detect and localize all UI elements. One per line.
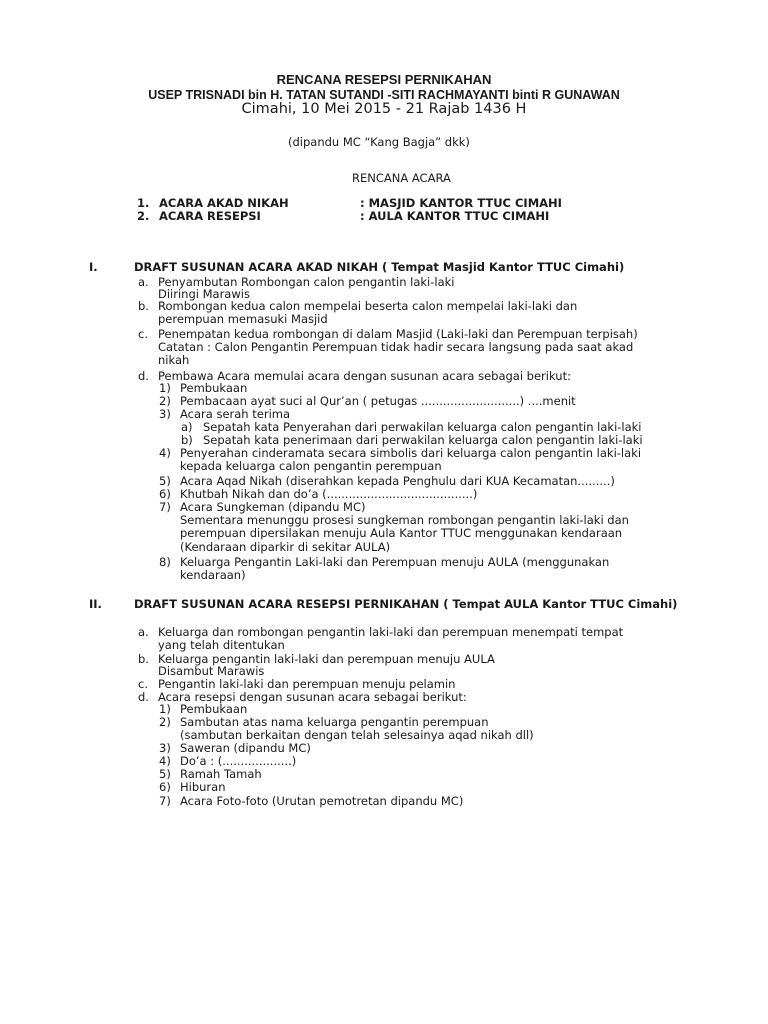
item-text: Acara Aqad Nikah (diserahkan kepada Penghulu dari KUA Kecamatan.........): [180, 474, 615, 488]
item-marker: b): [181, 433, 193, 447]
section-heading: DRAFT SUSUNAN ACARA AKAD NIKAH ( Tempat Masjid Kantor TTUC Cimahi): [134, 260, 625, 274]
item-marker: 4): [159, 754, 171, 768]
item-marker: 2): [159, 715, 171, 729]
item-text: (sambutan berkaitan dengan telah selesainya aqad nikah dll): [180, 728, 534, 742]
item-marker: 5): [159, 767, 171, 781]
section-roman-numeral: II.: [89, 597, 102, 611]
item-marker: 6): [159, 780, 171, 794]
item-text: Rombongan kedua calon mempelai beserta calon mempelai laki-laki dan: [158, 299, 578, 313]
item-text: Keluarga dan rombongan pengantin laki-laki dan perempuan menempati tempat: [158, 625, 624, 639]
item-text: nikah: [158, 353, 190, 367]
venue-place: : AULA KANTOR TTUC CIMAHI: [360, 209, 550, 223]
item-text: Khutbah Nikah dan do’a (........................................): [180, 487, 478, 501]
item-text: Pembukaan: [180, 702, 248, 716]
item-text: Keluarga pengantin laki-laki dan perempuan menuju AULA: [158, 652, 495, 666]
item-text: Disambut Marawis: [158, 664, 265, 678]
item-text: Sepatah kata Penyerahan dari perwakilan keluarga calon pengantin laki-laki: [203, 420, 642, 434]
item-text: Acara serah terima: [180, 407, 291, 421]
item-text: Do’a : (...................): [180, 754, 297, 768]
item-text: perempuan dipersilakan menuju Aula Kantor TTUC menggunakan kendaraan: [180, 526, 623, 540]
venue-event: ACARA RESEPSI: [159, 209, 261, 223]
item-text: Sementara menunggu prosesi sungkeman rombongan pengantin laki-laki dan: [180, 513, 629, 527]
plan-heading: RENCANA ACARA: [352, 171, 451, 185]
item-text: Penyambutan Rombongan calon pengantin laki-laki: [158, 275, 455, 289]
item-marker: 7): [159, 794, 171, 808]
venue-number: 1.: [137, 196, 150, 210]
item-text: perempuan memasuki Masjid: [158, 312, 328, 326]
document-title: RENCANA RESEPSI PERNIKAHAN: [276, 72, 492, 87]
item-marker: b.: [138, 652, 149, 666]
item-marker: c.: [138, 327, 148, 341]
venue-event: ACARA AKAD NIKAH: [159, 196, 289, 210]
item-text: Pembacaan ayat suci al Qur’an ( petugas ...........................) ....menit: [180, 394, 576, 408]
item-text: Acara Sungkeman (dipandu MC): [180, 500, 366, 514]
item-text: Pembawa Acara memulai acara dengan susunan acara sebagai berikut:: [158, 369, 571, 383]
event-date: Cimahi, 10 Mei 2015 - 21 Rajab 1436 H: [241, 101, 527, 117]
item-text: Sambutan atas nama keluarga pengantin perempuan: [180, 715, 489, 729]
item-text: kendaraan): [180, 568, 246, 582]
section-roman-numeral: I.: [89, 260, 98, 274]
item-marker: d.: [138, 369, 149, 383]
item-marker: b.: [138, 299, 149, 313]
item-marker: 4): [159, 446, 171, 460]
item-marker: 8): [159, 555, 171, 569]
item-marker: 6): [159, 487, 171, 501]
venue-number: 2.: [137, 209, 150, 223]
item-marker: d.: [138, 690, 149, 704]
item-text: Pembukaan: [180, 381, 248, 395]
item-marker: 1): [159, 702, 171, 716]
item-text: Penyerahan cinderamata secara simbolis dari keluarga calon pengantin laki-laki: [180, 446, 642, 460]
item-marker: a.: [138, 625, 149, 639]
item-text: Diiringi Marawis: [158, 287, 250, 301]
item-text: kepada keluarga calon pengantin perempuan: [180, 459, 442, 473]
item-text: (Kendaraan diparkir di sekitar AULA): [180, 540, 391, 554]
venue-place: : MASJID KANTOR TTUC CIMAHI: [360, 196, 562, 210]
item-text: Penempatan kedua rombongan di dalam Masjid (Laki-laki dan Perempuan terpisah): [158, 327, 638, 341]
item-text: Keluarga Pengantin Laki-laki dan Perempuan menuju AULA (menggunakan: [180, 555, 610, 569]
item-text: Acara Foto-foto (Urutan pemotretan dipandu MC): [180, 794, 464, 808]
item-text: Ramah Tamah: [180, 767, 262, 781]
item-text: Catatan : Calon Pengantin Perempuan tidak hadir secara langsung pada saat akad: [158, 340, 634, 354]
couple-names: USEP TRISNADI bin H. TATAN SUTANDI -SITI RACHMAYANTI binti R GUNAWAN: [148, 88, 620, 102]
item-text: Pengantin laki-laki dan perempuan menuju pelamin: [158, 677, 456, 691]
item-marker: 3): [159, 741, 171, 755]
mc-note: (dipandu MC “Kang Bagja” dkk): [288, 135, 470, 149]
item-marker: c.: [138, 677, 148, 691]
item-text: Sepatah kata penerimaan dari perwakilan keluarga calon pengantin laki-laki: [203, 433, 643, 447]
item-text: Acara resepsi dengan susunan acara sebagai berikut:: [158, 690, 467, 704]
item-marker: 3): [159, 407, 171, 421]
item-text: Hiburan: [180, 780, 226, 794]
item-text: yang telah ditentukan: [158, 638, 285, 652]
item-marker: a): [181, 420, 193, 434]
item-marker: 7): [159, 500, 171, 514]
section-heading: DRAFT SUSUNAN ACARA RESEPSI PERNIKAHAN ( Tempat AULA Kantor TTUC Cimahi): [134, 597, 678, 611]
item-marker: 1): [159, 381, 171, 395]
item-marker: 2): [159, 394, 171, 408]
item-marker: 5): [159, 474, 171, 488]
item-text: Saweran (dipandu MC): [180, 741, 311, 755]
item-marker: a.: [138, 275, 149, 289]
